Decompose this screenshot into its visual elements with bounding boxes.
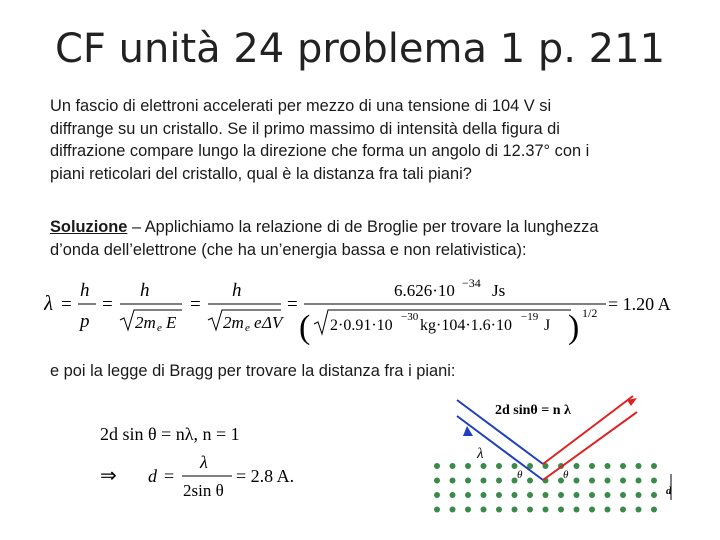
lattice-atom [450,478,456,484]
lattice-atom [543,492,549,498]
two-sin-theta: 2sin θ [183,481,224,500]
bragg-diagram [425,392,695,517]
problem-text [50,95,690,185]
lattice-atom [574,492,580,498]
charge-symbol: e [254,313,262,332]
lambda-result: = 1.20 A [608,294,671,314]
lattice-atom [512,507,518,513]
delta-v: ΔV [262,313,283,332]
slide-title: CF unità 24 problema 1 p. 211 [54,26,666,72]
diagram-label: 2d sinθ = n λ [495,403,571,418]
lattice-atom [636,478,642,484]
lattice-atom [589,507,595,513]
lattice-atom [527,507,533,513]
lattice-atom [558,492,564,498]
problem-line: Un fascio di elettroni accelerati per mezzo di una tensione di 104 V si [50,97,552,115]
lattice-atom [450,507,456,513]
charge-exponent: −19 [521,311,539,323]
lattice-atom [589,478,595,484]
lattice-atom [574,463,580,469]
lattice-atom [496,507,502,513]
right-paren: ) [568,309,580,346]
equals-sign: = [102,294,113,315]
lattice-atom [636,507,642,513]
d-result: = 2.8 A. [236,466,295,486]
p-symbol: p [80,311,90,332]
bragg-formula [90,418,350,503]
planck-exponent: −34 [462,276,481,290]
left-paren: ( [299,309,311,346]
reflected-ray-lower [543,412,637,480]
problem-line: diffrange su un cristallo. Se il primo massimo di intensità della figura di [50,119,560,138]
lambda-symbol: λ [44,291,54,315]
theta-right: θ [563,469,569,481]
solution-text [50,216,690,261]
problem-line: diffrazione compare lungo la direzione che forma un angolo di 12.37° con i [50,142,590,160]
e-subscript: e [157,322,162,334]
lattice-atom [620,463,626,469]
lattice-atom [636,492,642,498]
lambda-symbol: λ [200,452,208,472]
solution-line-2: d’onda dell’elettrone (che ha un’energia bassa e non relativistica): [50,240,527,259]
d-symbol: d [148,466,157,486]
lattice-atom [605,478,611,484]
solution-line-1: – Applichiamo la relazione di de Broglie per trovare la lunghezza [127,218,599,236]
equals-sign: = [287,294,298,315]
equals-sign: = [61,294,72,315]
lattice-atom [651,463,657,469]
lattice-atom [450,492,456,498]
planck-value: 6.626·10 [394,281,455,300]
lattice-atom [651,478,657,484]
lattice-atom [605,507,611,513]
lattice-atom [620,478,626,484]
lattice-atom [636,463,642,469]
h-symbol: h [232,280,242,301]
theta-left: θ [517,469,523,481]
crystal-lattice [434,463,657,513]
lattice-atom [605,463,611,469]
joule-unit: J [544,317,551,334]
two-m-e: 2m [135,313,156,332]
lattice-atom [496,492,502,498]
implies-arrow: ⇒ [100,465,117,487]
equals-sign: = [164,466,175,486]
lattice-atom [434,478,440,484]
mass-exponent: −30 [401,311,419,323]
lattice-atom [465,478,471,484]
lattice-atom [434,463,440,469]
incoming-ray-lower [457,416,543,480]
lattice-atom [605,492,611,498]
equals-sign: = [190,294,201,315]
lattice-atom [543,507,549,513]
de-broglie-formula [44,272,694,350]
energy-symbol: E [166,313,177,332]
power-half: 1/2 [582,306,598,320]
lattice-atom [434,492,440,498]
e-subscript: e [245,322,250,334]
lattice-atom [481,478,487,484]
lattice-atom [589,463,595,469]
charge-value: kg·104·1.6·10 [420,317,512,334]
lattice-atom [496,478,502,484]
h-symbol: h [80,280,90,301]
lattice-atom [450,463,456,469]
solution-label: Soluzione [50,218,128,236]
lattice-atom [620,507,626,513]
lattice-atom [558,507,564,513]
lattice-atom [527,492,533,498]
lattice-atom [589,492,595,498]
two-m-e: 2m [223,313,244,332]
bragg-law: 2d sin θ = nλ, n = 1 [100,424,240,444]
lattice-atom [481,463,487,469]
lattice-atom [651,492,657,498]
mass-value: 2·0.91·10 [330,317,393,334]
lattice-atom [481,492,487,498]
h-symbol: h [140,280,150,301]
lattice-atom [481,507,487,513]
lattice-atom [496,463,502,469]
lattice-atom [465,463,471,469]
lattice-atom [527,478,533,484]
lattice-atom [465,492,471,498]
lattice-atom [620,492,626,498]
lattice-atom [465,507,471,513]
lattice-atom [434,507,440,513]
planck-unit: Js [492,281,506,300]
lattice-atom [574,478,580,484]
problem-line: piani reticolari del cristallo, qual è la distanza fra tali piani? [50,164,472,183]
bragg-intro: e poi la legge di Bragg per trovare la distanza fra i piani: [50,362,456,380]
lattice-atom [512,492,518,498]
lattice-atom [651,507,657,513]
lattice-atom [574,507,580,513]
d-label: d [666,485,672,497]
lambda-label: λ [477,446,484,462]
